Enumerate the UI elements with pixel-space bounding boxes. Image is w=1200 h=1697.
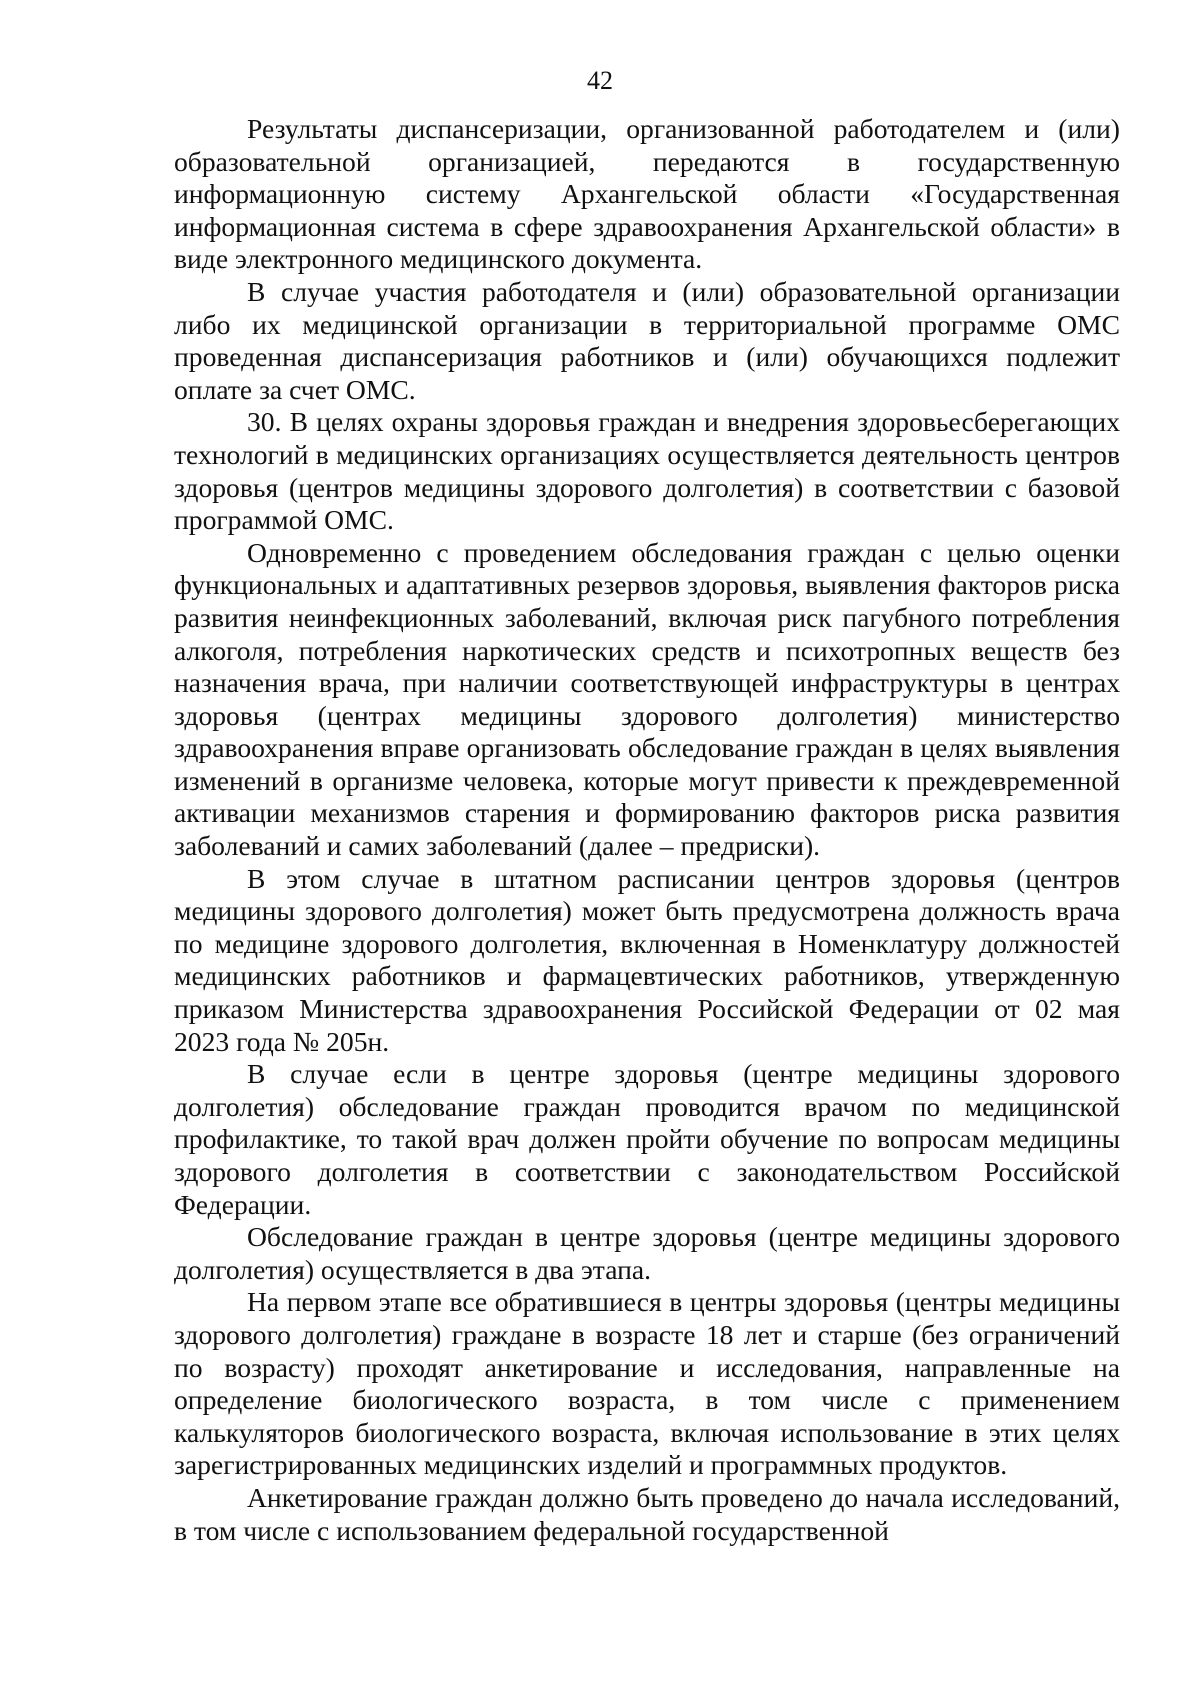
paragraph-first-stage: На первом этапе все обратившиеся в центры здоровья (центры медицины здорового долголетия) граждане в возрасте 18 лет и старше (без ограничений по возрасту) проходят анкетирование и исследования, направленные на определение биологического возраста, в том числе с применением калькуляторов биологического возраста, включая использование в этих целях зарегистрированных медицинских изделий и программных продуктов.: [174, 1286, 1120, 1481]
document-body: [174, 113, 1120, 1547]
paragraph-diagnostics-results: Результаты диспансеризации, организованной работодателем и (или) образовательной организацией, передаются в государственную информационную систему Архангельской области «Государственная информационная система в сфере здравоохранения Архангельской области» в виде электронного медицинского документа.: [174, 113, 1120, 275]
paragraph-staffing-doctor: В этом случае в штатном расписании центров здоровья (центров медицины здорового долголетия) может быть предусмотрена должность врача по медицине здорового долголетия, включенная в Номенклатуру должностей медицинских работников и фармацевтических работников, утвержденную приказом Министерства здравоохранения Российской Федерации от 02 мая 2023 года № 205н.: [174, 862, 1120, 1057]
paragraph-employer-participation: В случае участия работодателя и (или) образовательной организации либо их медицинской организации в территориальной программе ОМС проведенная диспансеризация работников и (или) обучающихся подлежит оплате за счет ОМС.: [174, 275, 1120, 405]
page-number: 42: [587, 66, 613, 95]
paragraph-two-stages: Обследование граждан в центре здоровья (центре медицины здорового долголетия) осуществляется в два этапа.: [174, 1221, 1120, 1285]
paragraph-prevention-doctor-training: В случае если в центре здоровья (центре медицины здорового долголетия) обследование граждан проводится врачом по медицинской профилактике, то такой врач должен пройти обучение по вопросам медицины здорового долголетия в соответствии с законодательством Российской Федерации.: [174, 1058, 1120, 1220]
paragraph-health-examination: Одновременно с проведением обследования граждан с целью оценки функциональных и адаптативных резервов здоровья, выявления факторов риска развития неинфекционных заболеваний, включая риск пагубного потребления алкоголя, потребления наркотических средств и психотропных веществ без назначения врача, при наличии соответствующей инфраструктуры в центрах здоровья (центрах медицины здорового долголетия) министерство здравоохранения вправе организовать обследование граждан в целях выявления изменений в организме человека, которые могут привести к преждевременной активации механизмов старения и формированию факторов риска развития заболеваний и самих заболеваний (далее – предриски).: [174, 536, 1120, 862]
paragraph-questionnaire: Анкетирование граждан должно быть проведено до начала исследований, в том числе с использованием федеральной государственной: [174, 1481, 1120, 1546]
paragraph-item-30-health-centers: 30. В целях охраны здоровья граждан и внедрения здоровьесберегающих технологий в медицинских организациях осуществляется деятельность центров здоровья (центров медицины здорового долголетия) в соответствии с базовой программой ОМС.: [174, 406, 1120, 536]
